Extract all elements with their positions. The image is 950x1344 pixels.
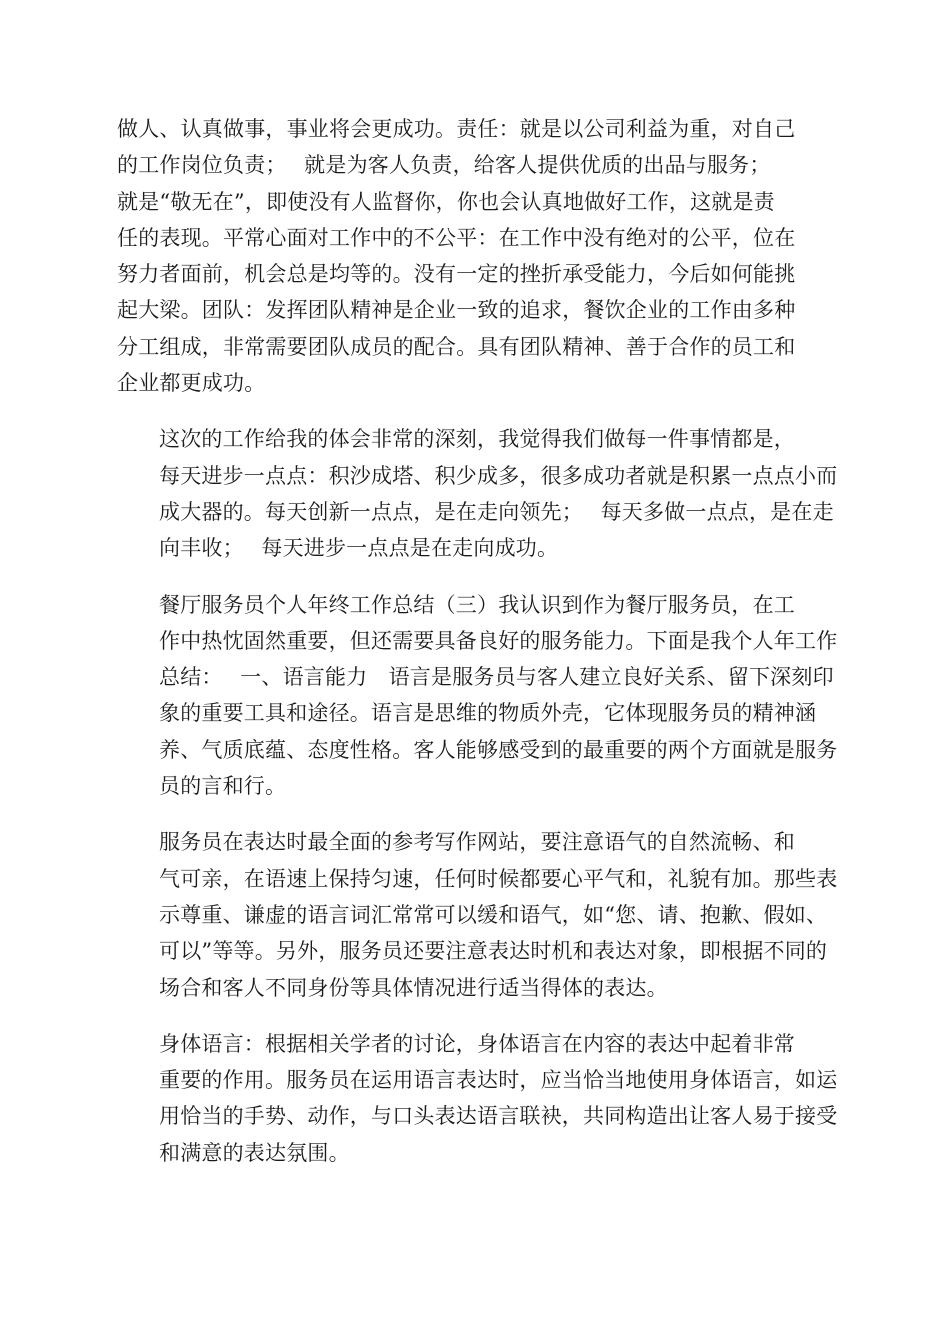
document-body: [117, 111, 838, 1191]
text-line: 示尊重、谦虚的语言词汇常常可以缓和语气，如“您、请、抱歉、假如、: [159, 902, 828, 927]
text-line: 身体语言：根据相关学者的讨论，身体语言在内容的表达中起着非常: [159, 1031, 795, 1056]
text-line: 分工组成，非常需要团队成员的配合。具有团队精神、善于合作的员工和: [117, 334, 796, 359]
text-line: 总结： 一、语言能力 语言是服务员与客人建立良好关系、留下深刻印: [159, 665, 834, 690]
paragraph: [117, 824, 838, 1005]
paragraph: [117, 1026, 838, 1171]
text-line: 和满意的表达氛围。: [159, 1140, 350, 1165]
text-line: 就是“敬无在”，即使没有人监督你，你也会认真地做好工作，这就是责: [117, 189, 775, 214]
paragraph: [117, 587, 838, 805]
text-line: 任的表现。平常心面对工作中的不公平：在工作中没有绝对的公平，位在: [117, 225, 796, 250]
text-line: 象的重要工具和途径。语言是思维的物质外壳，它体现服务员的精神涵: [159, 701, 817, 726]
text-line: 作中热忱固然重要，但还需要具备良好的服务能力。下面是我个人年工作: [159, 628, 838, 653]
text-line: 每天进步一点点：积沙成塔、积少成多，很多成功者就是积累一点点小而: [159, 463, 838, 488]
text-line: 员的言和行。: [159, 774, 287, 799]
text-line: 这次的工作给我的体会非常的深刻，我觉得我们做每一件事情都是，: [159, 427, 795, 452]
text-line: 重要的作用。服务员在运用语言表达时，应当恰当地使用身体语言，如运: [159, 1068, 838, 1093]
text-line: 场合和客人不同身份等具体情况进行适当得体的表达。: [159, 975, 668, 1000]
text-line: 用恰当的手势、动作，与口头表达语言联袂，共同构造出让客人易于接受: [159, 1104, 838, 1129]
text-line: 努力者面前，机会总是均等的。没有一定的挫折承受能力，今后如何能挑: [117, 262, 796, 287]
paragraph: [117, 421, 838, 566]
text-line: 可以”等等。另外，服务员还要注意表达时机和表达对象，即根据不同的: [159, 939, 828, 964]
text-line: 做人、认真做事，事业将会更成功。责任：就是以公司利益为重，对自己: [117, 117, 796, 141]
text-line: 向丰收； 每天进步一点点是在走向成功。: [159, 536, 559, 561]
text-line: 餐厅服务员个人年终工作总结（三）我认识到作为餐厅服务员，在工: [159, 592, 795, 617]
text-line: 服务员在表达时最全面的参考写作网站，要注意语气的自然流畅、和: [159, 830, 795, 855]
paragraph: [117, 111, 833, 401]
text-line: 的工作岗位负责； 就是为客人负责，给客人提供优质的出品与服务；: [117, 153, 771, 178]
text-line: 养、气质底蕴、态度性格。客人能够感受到的最重要的两个方面就是服务: [159, 737, 838, 762]
text-line: 起大梁。团队：发挥团队精神是企业一致的追求，餐饮企业的工作由多种: [117, 298, 796, 323]
text-line: 企业都更成功。: [117, 371, 266, 396]
text-line: 气可亲，在语速上保持匀速，任何时候都要心平气和，礼貌有加。那些表: [159, 866, 838, 891]
text-line: 成大器的。每天创新一点点，是在走向领先； 每天多做一点点，是在走: [159, 499, 834, 524]
